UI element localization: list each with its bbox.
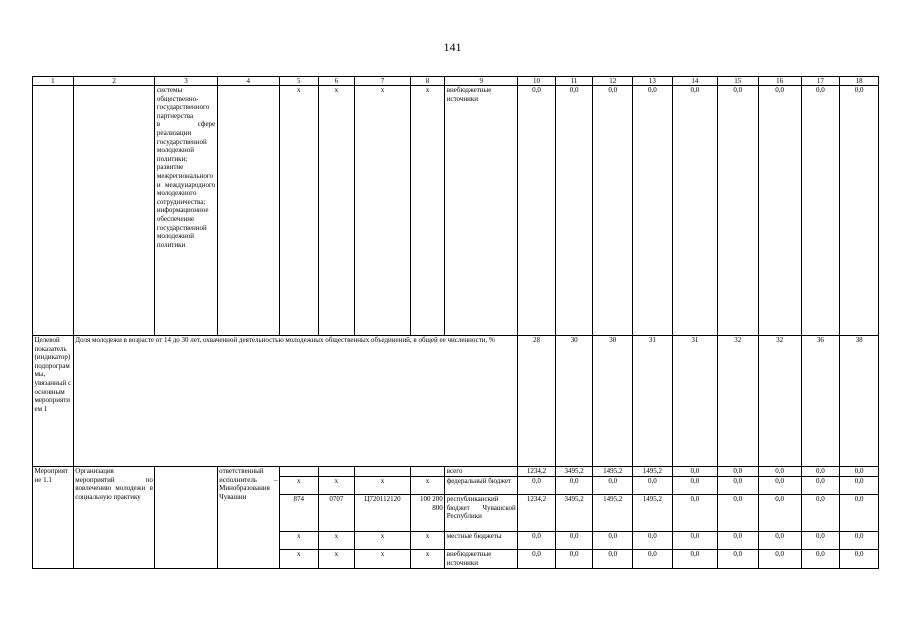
header-cell: 4 (217, 77, 279, 86)
value-cell: 0,0 (518, 86, 556, 336)
value-cell: 0,0 (717, 550, 758, 569)
value-cell: 0,0 (593, 532, 633, 550)
value-cell: 1495,2 (593, 495, 633, 532)
header-cell: 2 (73, 77, 155, 86)
indicator-value: 31 (633, 336, 673, 467)
value-cell: 0,0 (717, 532, 758, 550)
target-article-code (355, 467, 411, 477)
header-cell: 7 (355, 77, 411, 86)
expense-type-code (410, 467, 444, 477)
expense-type-code: x (410, 477, 444, 495)
indicator-row (33, 336, 879, 467)
table-row (33, 86, 879, 336)
funding-source: внебюджетные источники (445, 86, 518, 336)
expense-type-code: x (410, 86, 444, 336)
value-cell: 0,0 (801, 550, 840, 569)
header-cell: 10 (518, 77, 556, 86)
header-cell: 3 (155, 77, 217, 86)
section-code: 0707 (318, 495, 355, 532)
funding-source: федеральный бюджет (445, 477, 518, 495)
value-cell: 1495,2 (593, 467, 633, 477)
value-cell: 0,0 (593, 477, 633, 495)
value-cell: 0,0 (758, 477, 801, 495)
header-cell: 15 (717, 77, 758, 86)
value-cell: 0,0 (758, 550, 801, 569)
header-cell: 5 (279, 77, 318, 86)
value-cell: 0,0 (555, 86, 593, 336)
section-code: x (318, 532, 355, 550)
measure-executor: ответственный исполнитель – Минобразования Чувашии (217, 467, 279, 569)
empty-cell (73, 86, 155, 336)
value-cell: 0,0 (717, 477, 758, 495)
target-article-code: x (355, 477, 411, 495)
indicator-value: 28 (518, 336, 556, 467)
table-row (33, 467, 879, 477)
expense-type-code: x (410, 532, 444, 550)
budget-table (32, 76, 879, 569)
value-cell: 0,0 (633, 532, 673, 550)
value-cell: 0,0 (801, 467, 840, 477)
value-cell: 0,0 (518, 477, 556, 495)
header-cell: 13 (633, 77, 673, 86)
task-description: системы общественно-государственного партнерства в сфере реализации государственной молодежной политики; развитие межрегионального и международного молодежного сотрудничества; информационное обеспечение государственной молодежной политики (155, 86, 217, 336)
section-code: x (318, 550, 355, 569)
value-cell: 0,0 (758, 532, 801, 550)
value-cell: 0,0 (801, 532, 840, 550)
value-cell: 0,0 (801, 86, 840, 336)
value-cell: 3495,2 (555, 495, 593, 532)
page-number: 141 (443, 40, 462, 54)
empty-cell (155, 467, 217, 569)
header-cell: 11 (555, 77, 593, 86)
section-code (318, 467, 355, 477)
value-cell: 0,0 (672, 477, 717, 495)
target-article-code: x (355, 532, 411, 550)
header-cell: 12 (593, 77, 633, 86)
indicator-text: Доля молодежи в возрасте от 14 до 30 лет, охваченной деятельностью молодежных общественных объединений, в общей ее численности, % (73, 336, 517, 467)
value-cell: 0,0 (840, 495, 879, 532)
value-cell: 0,0 (672, 495, 717, 532)
grbs-code: x (279, 532, 318, 550)
value-cell: 0,0 (593, 86, 633, 336)
header-cell: 18 (840, 77, 879, 86)
value-cell: 1495,2 (633, 467, 673, 477)
value-cell: 0,0 (840, 86, 879, 336)
value-cell: 0,0 (555, 477, 593, 495)
header-cell: 8 (410, 77, 444, 86)
header-cell: 9 (445, 77, 518, 86)
target-article-code: Ц720112120 (355, 495, 411, 532)
empty-cell (33, 86, 74, 336)
value-cell: 0,0 (717, 467, 758, 477)
value-cell: 0,0 (758, 86, 801, 336)
value-cell: 0,0 (840, 532, 879, 550)
value-cell: 0,0 (840, 550, 879, 569)
value-cell: 0,0 (717, 86, 758, 336)
grbs-code: 874 (279, 495, 318, 532)
value-cell: 0,0 (758, 495, 801, 532)
measure-label: Мероприятие 1.1 (33, 467, 74, 569)
value-cell: 1234,2 (518, 467, 556, 477)
header-cell: 14 (672, 77, 717, 86)
indicator-value: 30 (555, 336, 593, 467)
value-cell: 0,0 (717, 495, 758, 532)
value-cell: 1495,2 (633, 495, 673, 532)
value-cell: 0,0 (840, 477, 879, 495)
value-cell: 0,0 (672, 550, 717, 569)
grbs-code: x (279, 550, 318, 569)
value-cell: 1234,2 (518, 495, 556, 532)
indicator-value: 36 (801, 336, 840, 467)
indicator-value: 32 (758, 336, 801, 467)
value-cell: 0,0 (672, 532, 717, 550)
indicator-value: 30 (593, 336, 633, 467)
target-article-code: x (355, 86, 411, 336)
grbs-code: x (279, 86, 318, 336)
value-cell: 0,0 (801, 477, 840, 495)
section-code: x (318, 477, 355, 495)
indicator-value: 31 (672, 336, 717, 467)
grbs-code: x (279, 477, 318, 495)
funding-source: местные бюджеты (445, 532, 518, 550)
value-cell: 3495,2 (555, 467, 593, 477)
indicator-label: Целевой показатель (индикатор) подпрограммы, увязанный с основным мероприятием 1 (33, 336, 74, 467)
indicator-value: 32 (717, 336, 758, 467)
value-cell: 0,0 (801, 495, 840, 532)
value-cell: 0,0 (593, 550, 633, 569)
expense-type-code: 100 200 800 (410, 495, 444, 532)
header-cell: 17 (801, 77, 840, 86)
value-cell: 0,0 (518, 532, 556, 550)
value-cell: 0,0 (633, 86, 673, 336)
value-cell: 0,0 (633, 550, 673, 569)
value-cell: 0,0 (758, 467, 801, 477)
header-row (33, 77, 879, 86)
value-cell: 0,0 (672, 86, 717, 336)
target-article-code: x (355, 550, 411, 569)
grbs-code (279, 467, 318, 477)
header-cell: 16 (758, 77, 801, 86)
funding-source: всего (445, 467, 518, 477)
indicator-value: 38 (840, 336, 879, 467)
section-code: x (318, 86, 355, 336)
header-cell: 6 (318, 77, 355, 86)
measure-name: Организация мероприятий по вовлечению молодежи в социальную практику (73, 467, 155, 569)
value-cell: 0,0 (633, 477, 673, 495)
value-cell: 0,0 (840, 467, 879, 477)
header-cell: 1 (33, 77, 74, 86)
funding-source: республиканский бюджет Чувашской Республики (445, 495, 518, 532)
value-cell: 0,0 (555, 550, 593, 569)
empty-cell (217, 86, 279, 336)
value-cell: 0,0 (518, 550, 556, 569)
funding-source: внебюджетные источники (445, 550, 518, 569)
expense-type-code: x (410, 550, 444, 569)
value-cell: 0,0 (672, 467, 717, 477)
value-cell: 0,0 (555, 532, 593, 550)
